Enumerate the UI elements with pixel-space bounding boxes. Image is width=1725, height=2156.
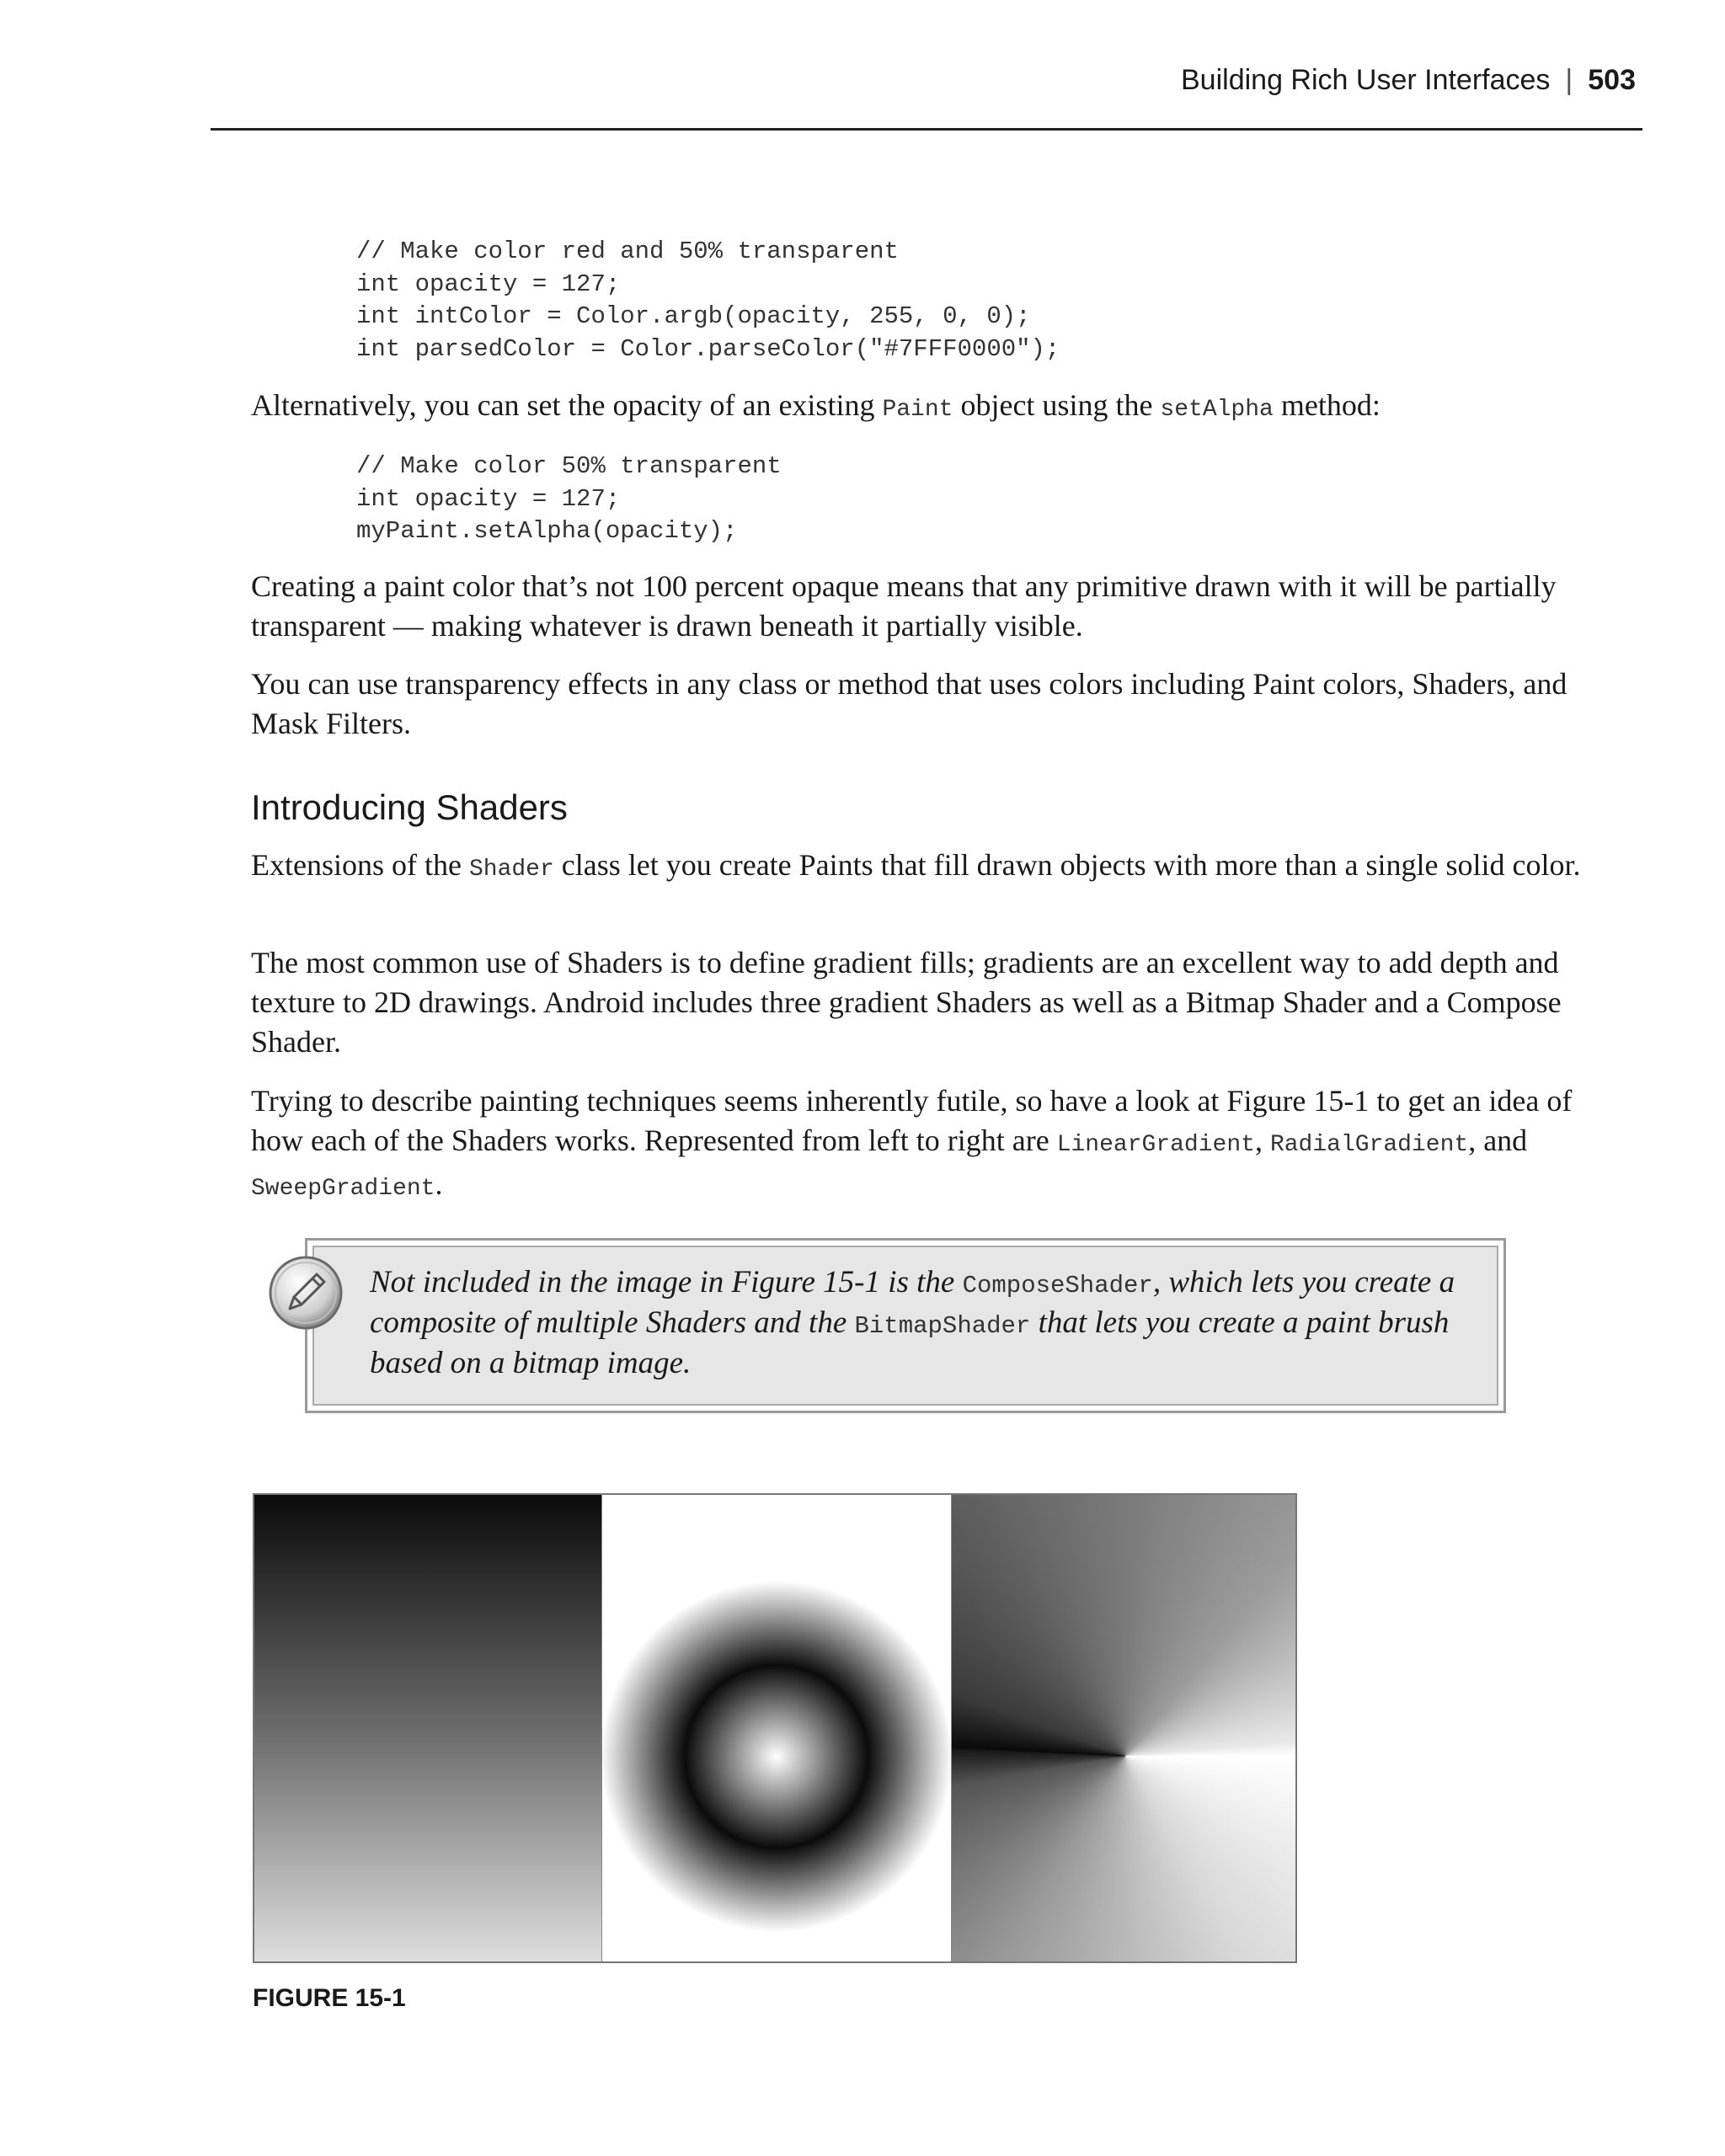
text-run: Extensions of the [251,848,469,882]
header-separator: | [1565,64,1573,96]
text-run: that lets you create a paint brush based on a bitmap image. [370,1305,1450,1380]
code-line: int parsedColor = Color.parseColor("#7FFF0000"); [356,334,1060,363]
section-heading: Introducing Shaders [251,787,568,827]
text-run: , which lets you create a composite of multiple Shaders and the [370,1265,1455,1340]
text-run: object using the [953,388,1161,422]
text-run: , and [1468,1123,1528,1157]
linear-gradient-panel [254,1495,601,1961]
figure-caption: FIGURE 15-1 [253,1984,406,2012]
text-run: , [1254,1123,1270,1157]
code-line: int opacity = 127; [356,484,621,513]
code-line: myPaint.setAlpha(opacity); [356,517,738,545]
paragraph-common-use: The most common use of Shaders is to define gradient fills; gradients are an excellent way to add depth and texture to 2D drawings. Android includes three gradient Shaders as well as a Bitmap Shader and a Compose Shader. [251,946,1562,1059]
radial-gradient-graphic [602,1495,951,1961]
code-line: int opacity = 127; [356,270,621,298]
figure-shaders [253,1493,1297,1963]
paragraph-trying [251,1081,1616,1209]
header-right [1181,64,1636,97]
paragraph-extensions [251,846,1616,889]
text-run: Trying to describe painting techniques seems inherently futile, so have a look at Figure 15-1 to get an idea of how each of the Shaders works. Represented from left to right are [251,1084,1573,1157]
inline-code: BitmapShader [854,1312,1031,1340]
code-block-argb [356,236,1060,366]
code-line: int intColor = Color.argb(opacity, 255, 0, 0); [356,302,1031,330]
inline-code: setAlpha [1160,397,1274,423]
text-run: method: [1273,388,1381,422]
note-box [305,1238,1506,1413]
running-header [211,61,1642,131]
text-run: . [435,1167,443,1201]
paragraph-alternatively [251,386,1616,430]
note-box-inner [312,1246,1498,1406]
radial-gradient-panel [601,1495,952,1961]
inline-code: LinearGradient [1056,1132,1255,1158]
page-number: 503 [1588,64,1636,96]
inline-code: Paint [882,397,953,423]
header-title: Building Rich User Interfaces [1181,64,1551,96]
sweep-gradient-graphic [952,1495,1297,1961]
inline-code: SweepGradient [251,1176,435,1202]
pencil-icon [266,1253,345,1332]
code-block-setalpha [356,451,782,548]
inline-code: RadialGradient [1269,1132,1469,1158]
inline-code: ComposeShader [962,1272,1153,1299]
inline-code: Shader [468,857,554,883]
text-run: Alternatively, you can set the opacity of an existing [251,388,883,422]
note-text [370,1264,1482,1382]
code-line: // Make color 50% transparent [356,452,782,480]
text-run: class let you create Paints that fill drawn objects with more than a single solid color. [553,848,1581,882]
paragraph-opaque: Creating a paint color that’s not 100 percent opaque means that any primitive drawn with it will be partially transparent — making whatever is drawn beneath it partially visible. [251,569,1557,643]
code-line: // Make color red and 50% transparent [356,237,899,265]
paragraph-transparency: You can use transparency effects in any class or method that uses colors including Paint colors, Shaders, and Mask Filters. [251,667,1567,740]
sweep-gradient-panel [952,1495,1297,1961]
text-run: Not included in the image in Figure 15-1 is the [370,1265,963,1299]
